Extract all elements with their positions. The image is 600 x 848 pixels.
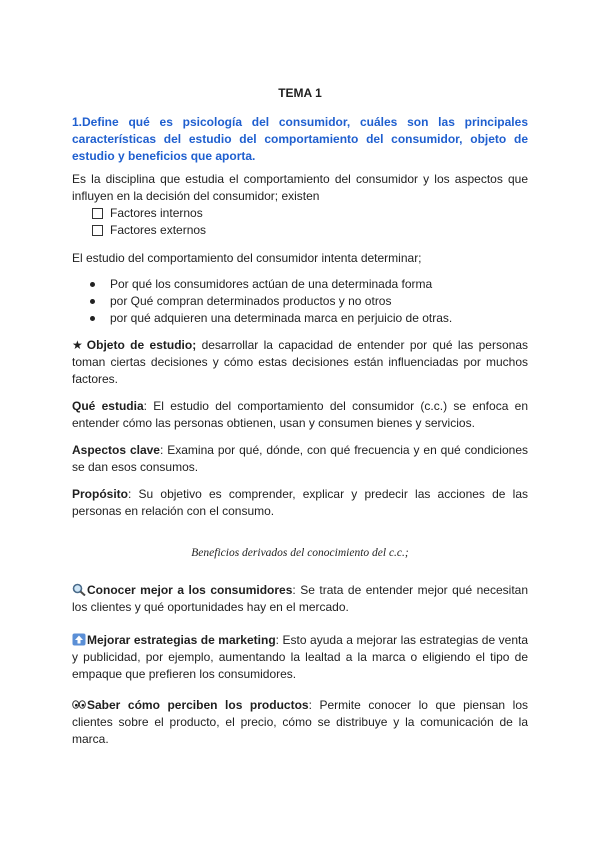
list-item — [92, 222, 206, 239]
list-item — [92, 205, 206, 222]
up-arrow-icon — [72, 633, 86, 646]
proposito-label: Propósito — [72, 487, 128, 501]
que-estudia-label: Qué estudia — [72, 399, 144, 413]
benefit-paragraph — [72, 632, 528, 683]
star-icon: ★ — [72, 338, 85, 352]
intro-paragraph: Es la disciplina que estudia el comportamiento del consumidor y los aspectos que influyen en la decisión del consumidor; existen — [72, 172, 528, 203]
aspectos-text: : Examina por qué, dónde, con qué frecuencia y en qué condiciones se dan esos consumos. — [72, 443, 528, 474]
eyes-icon — [72, 698, 86, 711]
factors-list — [92, 205, 206, 239]
aspectos-label: Aspectos clave — [72, 443, 160, 457]
aspectos-paragraph — [72, 442, 528, 476]
list-item — [90, 293, 452, 310]
list-item — [90, 276, 452, 293]
factor-label: Factores internos — [110, 206, 203, 220]
list-item — [90, 310, 452, 327]
que-estudia-text: : El estudio del comportamiento del consumidor (c.c.) se enfoca en entender cómo las personas obtienen, usan y consumen bienes y servicios. — [72, 399, 529, 430]
benefit-text: : Se trata de entender mejor qué necesitan los clientes y qué oportunidades hay en el mercado. — [72, 583, 528, 614]
benefits-heading: Beneficios derivados del conocimiento del c.c.; — [191, 547, 409, 559]
bullet-icon — [90, 316, 95, 321]
study-intro-paragraph: El estudio del comportamiento del consumidor intenta determinar; — [72, 251, 422, 265]
bullet-icon — [90, 282, 95, 287]
benefit-paragraph — [72, 697, 528, 748]
benefit-text: : Esto ayuda a mejorar las estrategias de venta y publicidad, por ejemplo, aumentando la lealtad a la marca o eligiendo el tipo de empaque que prefieren los consumidores. — [72, 633, 528, 681]
bullet-text: por Qué compran determinados productos y no otros — [110, 294, 392, 308]
page-title: TEMA 1 — [278, 86, 322, 100]
objeto-paragraph — [72, 337, 528, 388]
magnifier-icon — [72, 583, 86, 596]
proposito-text: : Su objetivo es comprender, explicar y predecir las acciones de las personas en relación con el consumo. — [72, 487, 528, 518]
checkbox-icon — [92, 225, 103, 236]
benefit-paragraph — [72, 582, 528, 616]
checkbox-icon — [92, 208, 103, 219]
objeto-label: Objeto de estudio; — [86, 338, 197, 352]
bullet-icon — [90, 299, 95, 304]
bullet-text: por qué adquieren una determinada marca en perjuicio de otras. — [110, 311, 453, 325]
objeto-text: desarrollar la capacidad de entender por qué las personas toman ciertas decisiones y cómo estas decisiones están influenciadas por muchos factores. — [72, 338, 528, 386]
benefit-label: Mejorar estrategias de marketing — [87, 633, 276, 647]
benefit-text: : Permite conocer lo que piensan los clientes sobre el producto, el precio, cómo se distribuye y la comunicación de la marca. — [72, 698, 528, 746]
benefit-label: Saber cómo perciben los productos — [87, 698, 309, 712]
factor-label: Factores externos — [110, 223, 207, 237]
benefit-label: Conocer mejor a los consumidores — [87, 583, 293, 597]
bullet-text: Por qué los consumidores actúan de una determinada forma — [110, 277, 433, 291]
que-estudia-paragraph — [72, 398, 528, 432]
question-heading: 1.Define qué es psicología del consumidor, cuáles son las principales características del estudio del comportamiento del consumidor, objeto de estudio y beneficios que aporta. — [72, 115, 528, 163]
bullet-list — [90, 276, 452, 327]
proposito-paragraph — [72, 486, 528, 520]
